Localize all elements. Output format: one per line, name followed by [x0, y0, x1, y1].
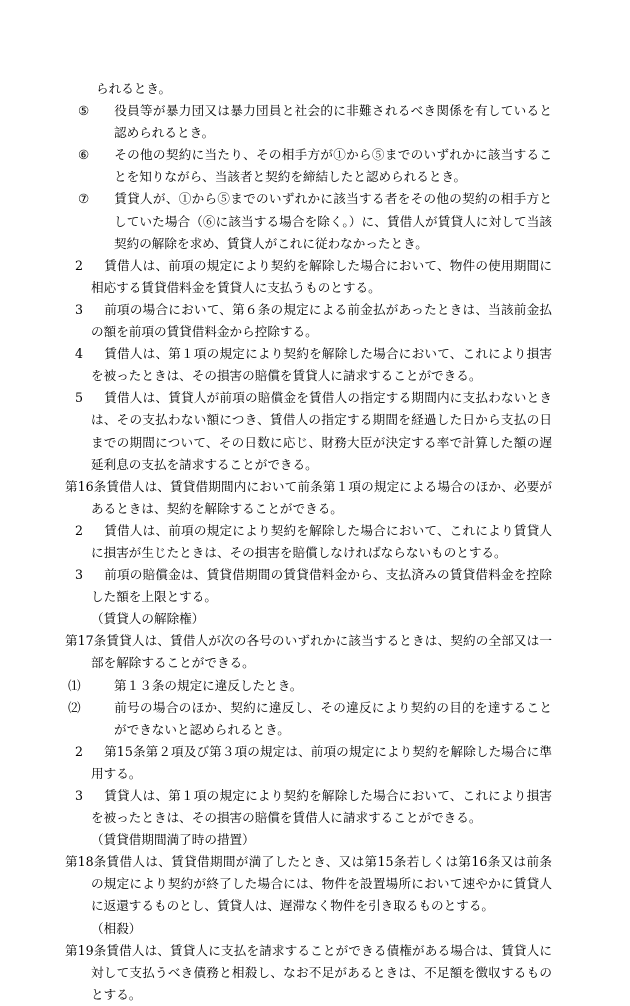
item-marker: ⑴ [68, 677, 81, 693]
item-marker: 2 [75, 743, 84, 759]
block-text: （賃貸人の解除権） [91, 611, 205, 627]
article-caption [78, 918, 552, 940]
item-marker: 3 [75, 567, 84, 583]
numbered-paragraph [75, 387, 552, 475]
block-text: 前号の場合のほか、契約に違反し、その違反により契約の目的を達することができないと認められるとき。 [114, 699, 552, 737]
article-paragraph [65, 851, 552, 917]
numbered-paragraph [75, 564, 552, 608]
block-text: 賃借人は、賃貸借期間内において前条第１項の規定による場合のほか、必要があるときは、契約を解除することができる。 [91, 478, 552, 516]
item-marker: ⑵ [68, 699, 81, 715]
block-text: 役員等が暴力団又は暴力団員と社会的に非難されるべき関係を有していると認められるとき。 [114, 103, 552, 141]
article-number: 第17条 [65, 633, 107, 649]
article-number: 第16条 [65, 478, 107, 494]
block-text: 前項の場合において、第６条の規定による前金払があったときは、当該前金払の額を前項の賃貸借料金から控除する。 [91, 301, 552, 340]
numbered-paragraph [75, 343, 552, 387]
block-text: 賃借人は、賃貸人に支払を請求することができる債権がある場合は、賃貸人に対して支払うべき債務と相殺し、なお不足があるときは、不足額を徴収するものとする。 [91, 942, 552, 1002]
block-text: 賃貸人は、賃借人が次の各号のいずれかに該当するときは、契約の全部又は一部を解除することができる。 [91, 633, 552, 671]
block-text: 賃借人は、前項の規定により契約を解除した場合において、物件の使用期間に相応する賃貸借料金を賃貸人に支払うものとする。 [91, 257, 552, 295]
block-text: 賃借人は、第１項の規定により契約を解除した場合において、これにより損害を被ったときは、その損害の賠償を賃貸人に請求することができる。 [91, 346, 552, 384]
block-text: 賃借人は、前項の規定により契約を解除した場合において、これにより賃貸人に損害が生じたときは、その損害を賠償しなければならないものとする。 [91, 522, 552, 560]
block-text: 第１３条の規定に違反したとき。 [114, 677, 303, 693]
item-marker: ⑤ [78, 103, 90, 119]
block-text: 第15条第２項及び第３項の規定は、前項の規定により契約を解除した場合に準用する。 [91, 743, 552, 781]
numbered-paragraph [75, 741, 552, 785]
continuation-line [78, 78, 552, 100]
article-caption [78, 608, 552, 630]
item-marker: 2 [75, 522, 84, 538]
clause-subitem [68, 697, 552, 741]
clause-item [78, 144, 552, 188]
document-body [65, 78, 552, 1006]
block-text: その他の契約に当たり、その相手方が①から⑤までのいずれかに該当することを知りながら、当該者と契約を締結したと認められるとき。 [114, 147, 552, 185]
article-paragraph [65, 476, 552, 520]
article-paragraph [65, 940, 552, 1006]
clause-item [78, 100, 552, 144]
block-text: （相殺） [91, 920, 142, 936]
item-marker: 4 [75, 346, 84, 362]
clause-subitem [68, 675, 552, 697]
item-marker: ⑥ [78, 147, 90, 163]
block-text: 賃借人は、賃貸借期間が満了したとき、又は第15条若しくは第16条又は前条の規定により契約が終了した場合には、物件を設置場所において速やかに賃貸人に返還するものとし、賃貸人は、遅滞なく物件を引き取るものとする。 [91, 854, 552, 914]
article-paragraph [65, 630, 552, 674]
block-text: （賃貸借期間満了時の措置） [91, 832, 255, 848]
item-marker: 3 [75, 788, 84, 803]
numbered-paragraph [75, 785, 552, 829]
item-marker: ⑦ [78, 191, 90, 207]
item-marker: 2 [75, 257, 84, 273]
article-number: 第18条 [65, 854, 107, 870]
numbered-paragraph [75, 255, 552, 299]
numbered-paragraph [75, 299, 552, 343]
block-text: られるとき。 [96, 81, 172, 96]
item-marker: 3 [75, 301, 84, 317]
clause-item [78, 188, 552, 254]
block-text: 前項の賠償金は、賃貸借期間の賃貸借料金から、支払済みの賃貸借料金を控除した額を上限とする。 [91, 567, 552, 605]
block-text: 賃貸人が、①から⑤までのいずれかに該当する者をその他の契約の相手方としていた場合（⑥に該当する場合を除く。）に、賃借人が賃貸人に対して当該契約の解除を求め、賃貸人がこれに従わなかったとき。 [114, 191, 552, 251]
block-text: 賃貸人は、第１項の規定により契約を解除した場合において、これにより損害を被ったときは、その損害の賠償を賃借人に請求することができる。 [91, 788, 552, 826]
article-number: 第19条 [65, 942, 107, 958]
numbered-paragraph [75, 520, 552, 564]
article-caption [78, 829, 552, 851]
item-marker: 5 [75, 390, 84, 406]
block-text: 賃借人は、賃貸人が前項の賠償金を賃借人の指定する期間内に支払わないときは、その支払わない額につき、賃借人の指定する期間を経過した日から支払の日までの期間について、その日数に応じ、財務大臣が決定する率で計算した額の遅延利息の支払を請求することができる。 [91, 390, 552, 472]
